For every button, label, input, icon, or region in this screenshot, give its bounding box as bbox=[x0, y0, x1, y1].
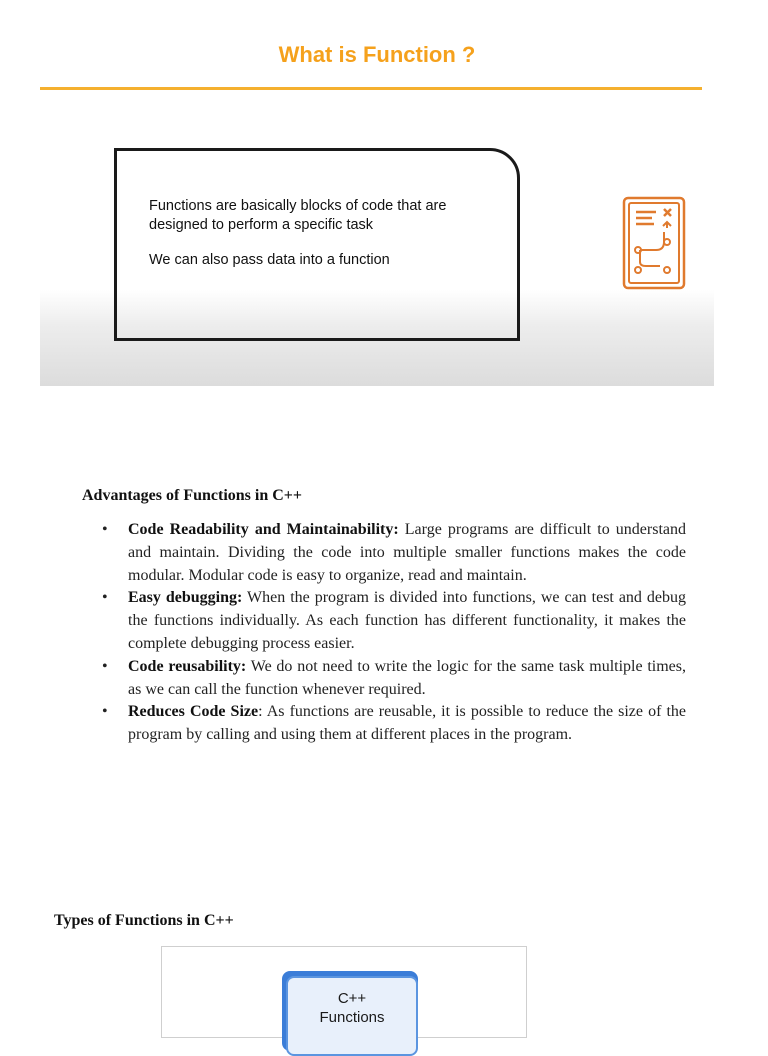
definition-line-2: We can also pass data into a function bbox=[149, 252, 390, 268]
title-divider bbox=[40, 87, 702, 90]
advantage-text: We do not need to write the logic for the same task multiple times, as we can call the function whenever required. bbox=[128, 657, 687, 698]
list-item bbox=[100, 656, 686, 702]
advantage-text: : As functions are reusable, it is possible to reduce the size of the program by calling and using them at different places in the program. bbox=[128, 703, 687, 744]
bullet-icon: • bbox=[102, 521, 108, 538]
advantage-term: Code Readability and Maintainability: bbox=[128, 521, 399, 538]
list-item bbox=[100, 701, 686, 747]
advantage-text: When the program is divided into functions, we can test and debug the functions individually. As each function has different functionality, it makes the complete debugging process easier. bbox=[128, 589, 687, 652]
types-diagram-frame bbox=[161, 946, 527, 1038]
list-item bbox=[100, 587, 686, 655]
list-item bbox=[100, 519, 686, 587]
advantage-text: Large programs are difficult to understand and maintain. Dividing the code into multiple smaller functions makes the code modular. Modular code is easy to organize, read and maintain. bbox=[128, 521, 687, 584]
bullet-icon: • bbox=[102, 703, 108, 721]
definition-box bbox=[114, 148, 520, 341]
advantages-list bbox=[100, 519, 686, 747]
advantage-term: Easy debugging: bbox=[128, 589, 243, 607]
slide-panel bbox=[40, 0, 714, 386]
cpp-functions-node bbox=[286, 976, 418, 1056]
slide-title: What is Function ? bbox=[278, 42, 476, 67]
advantage-term: Code reusability: bbox=[128, 657, 247, 675]
advantages-heading: Advantages of Functions in C++ bbox=[82, 487, 303, 504]
definition-line-1: Functions are basically blocks of code that are designed to perform a specific task bbox=[149, 198, 447, 233]
node-label-line-2: Functions bbox=[319, 1009, 385, 1026]
definition-text bbox=[149, 197, 499, 286]
advantage-term: Reduces Code Size bbox=[128, 703, 259, 721]
flowchart-document-icon bbox=[622, 196, 686, 290]
types-heading: Types of Functions in C++ bbox=[54, 912, 234, 929]
bullet-icon: • bbox=[102, 657, 108, 675]
node-label-line-1: C++ bbox=[337, 990, 367, 1007]
bullet-icon: • bbox=[102, 589, 108, 607]
